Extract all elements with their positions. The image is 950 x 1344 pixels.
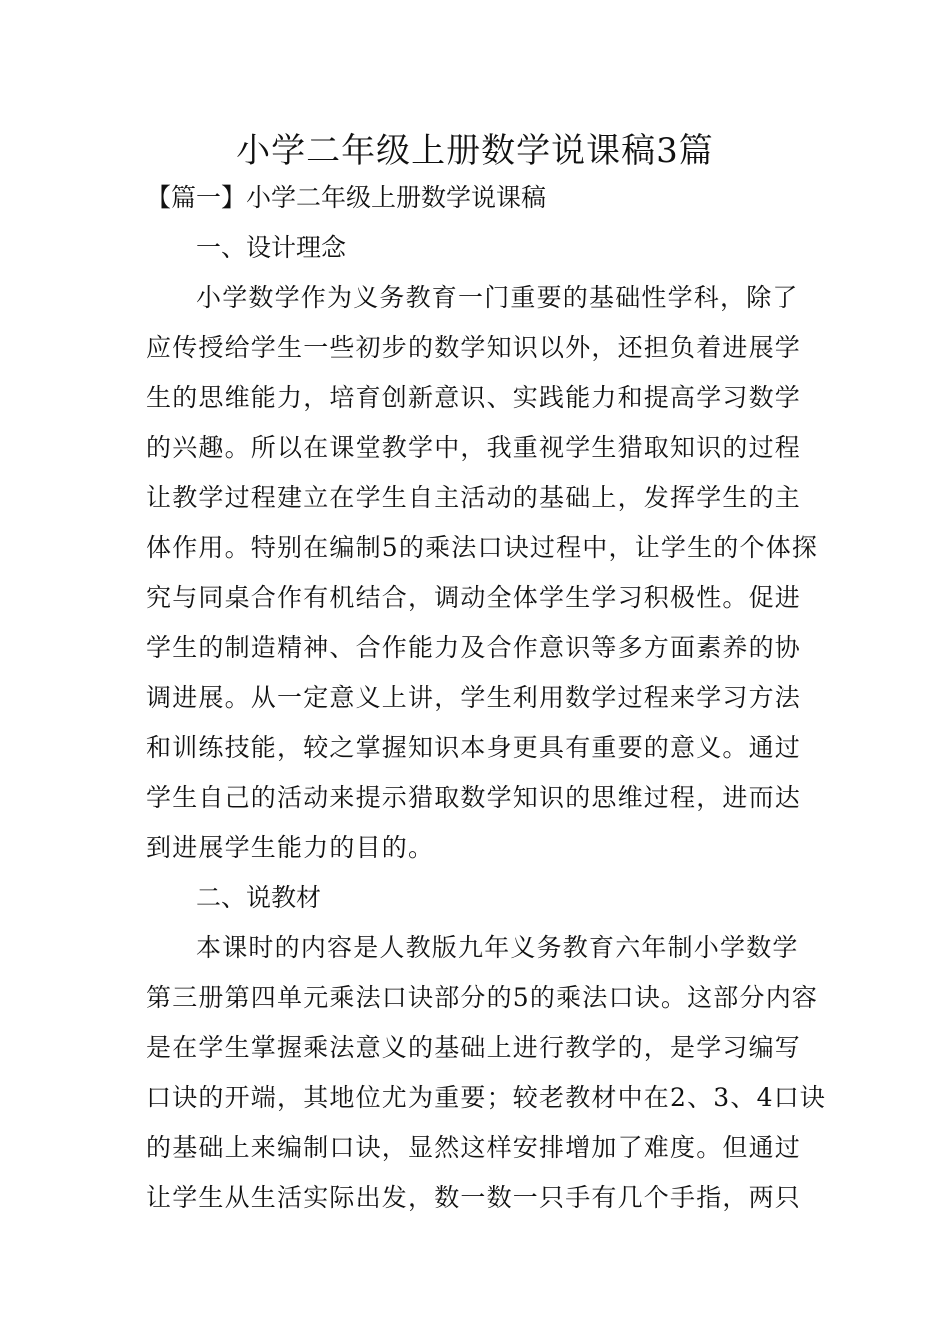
paragraph-1-line: 生的思维能力，培育创新意识、实践能力和提高学习数学 [146,383,802,412]
paragraph-1-line: 和训练技能，较之掌握知识本身更具有重要的意义。通过 [146,733,802,762]
paragraph-2-line: 本课时的内容是人教版九年义务教育六年制小学数学 [196,933,799,962]
heading-design-concept: 一、设计理念 [196,233,347,262]
heading-teaching-material: 二、说教材 [196,883,322,912]
paragraph-1-line: 体作用。特别在编制5的乘法口诀过程中，让学生的个体探 [146,533,819,562]
section-heading: 【篇一】小学二年级上册数学说课稿 [146,183,547,212]
paragraph-1-line: 小学数学作为义务教育一门重要的基础性学科，除了 [196,283,799,312]
document-title: 小学二年级上册数学说课稿3篇 [236,131,714,171]
paragraph-2-line: 口诀的开端，其地位尤为重要；较老教材中在2、3、4口诀 [146,1083,827,1112]
paragraph-1-line: 的兴趣。所以在课堂教学中，我重视学生猎取知识的过程 [146,433,802,462]
paragraph-2-line: 的基础上来编制口诀，显然这样安排增加了难度。但通过 [146,1133,802,1162]
paragraph-2-line: 是在学生掌握乘法意义的基础上进行教学的，是学习编写 [146,1033,802,1062]
paragraph-1-line: 学生的制造精神、合作能力及合作意识等多方面素养的协 [146,633,802,662]
paragraph-1-line: 究与同桌合作有机结合，调动全体学生学习积极性。促进 [146,583,802,612]
paragraph-1-line: 应传授给学生一些初步的数学知识以外，还担负着进展学 [146,333,802,362]
paragraph-1-line: 让教学过程建立在学生自主活动的基础上，发挥学生的主 [146,483,802,512]
paragraph-1-line: 学生自己的活动来提示猎取数学知识的思维过程，进而达 [146,783,802,812]
paragraph-1-line: 到进展学生能力的目的。 [146,833,435,862]
paragraph-2-line: 第三册第四单元乘法口诀部分的5的乘法口诀。这部分内容 [146,983,819,1012]
paragraph-1-line: 调进展。从一定意义上讲，学生利用数学过程来学习方法 [146,683,802,712]
paragraph-2-line: 让学生从生活实际出发，数一数一只手有几个手指，两只 [146,1183,802,1212]
